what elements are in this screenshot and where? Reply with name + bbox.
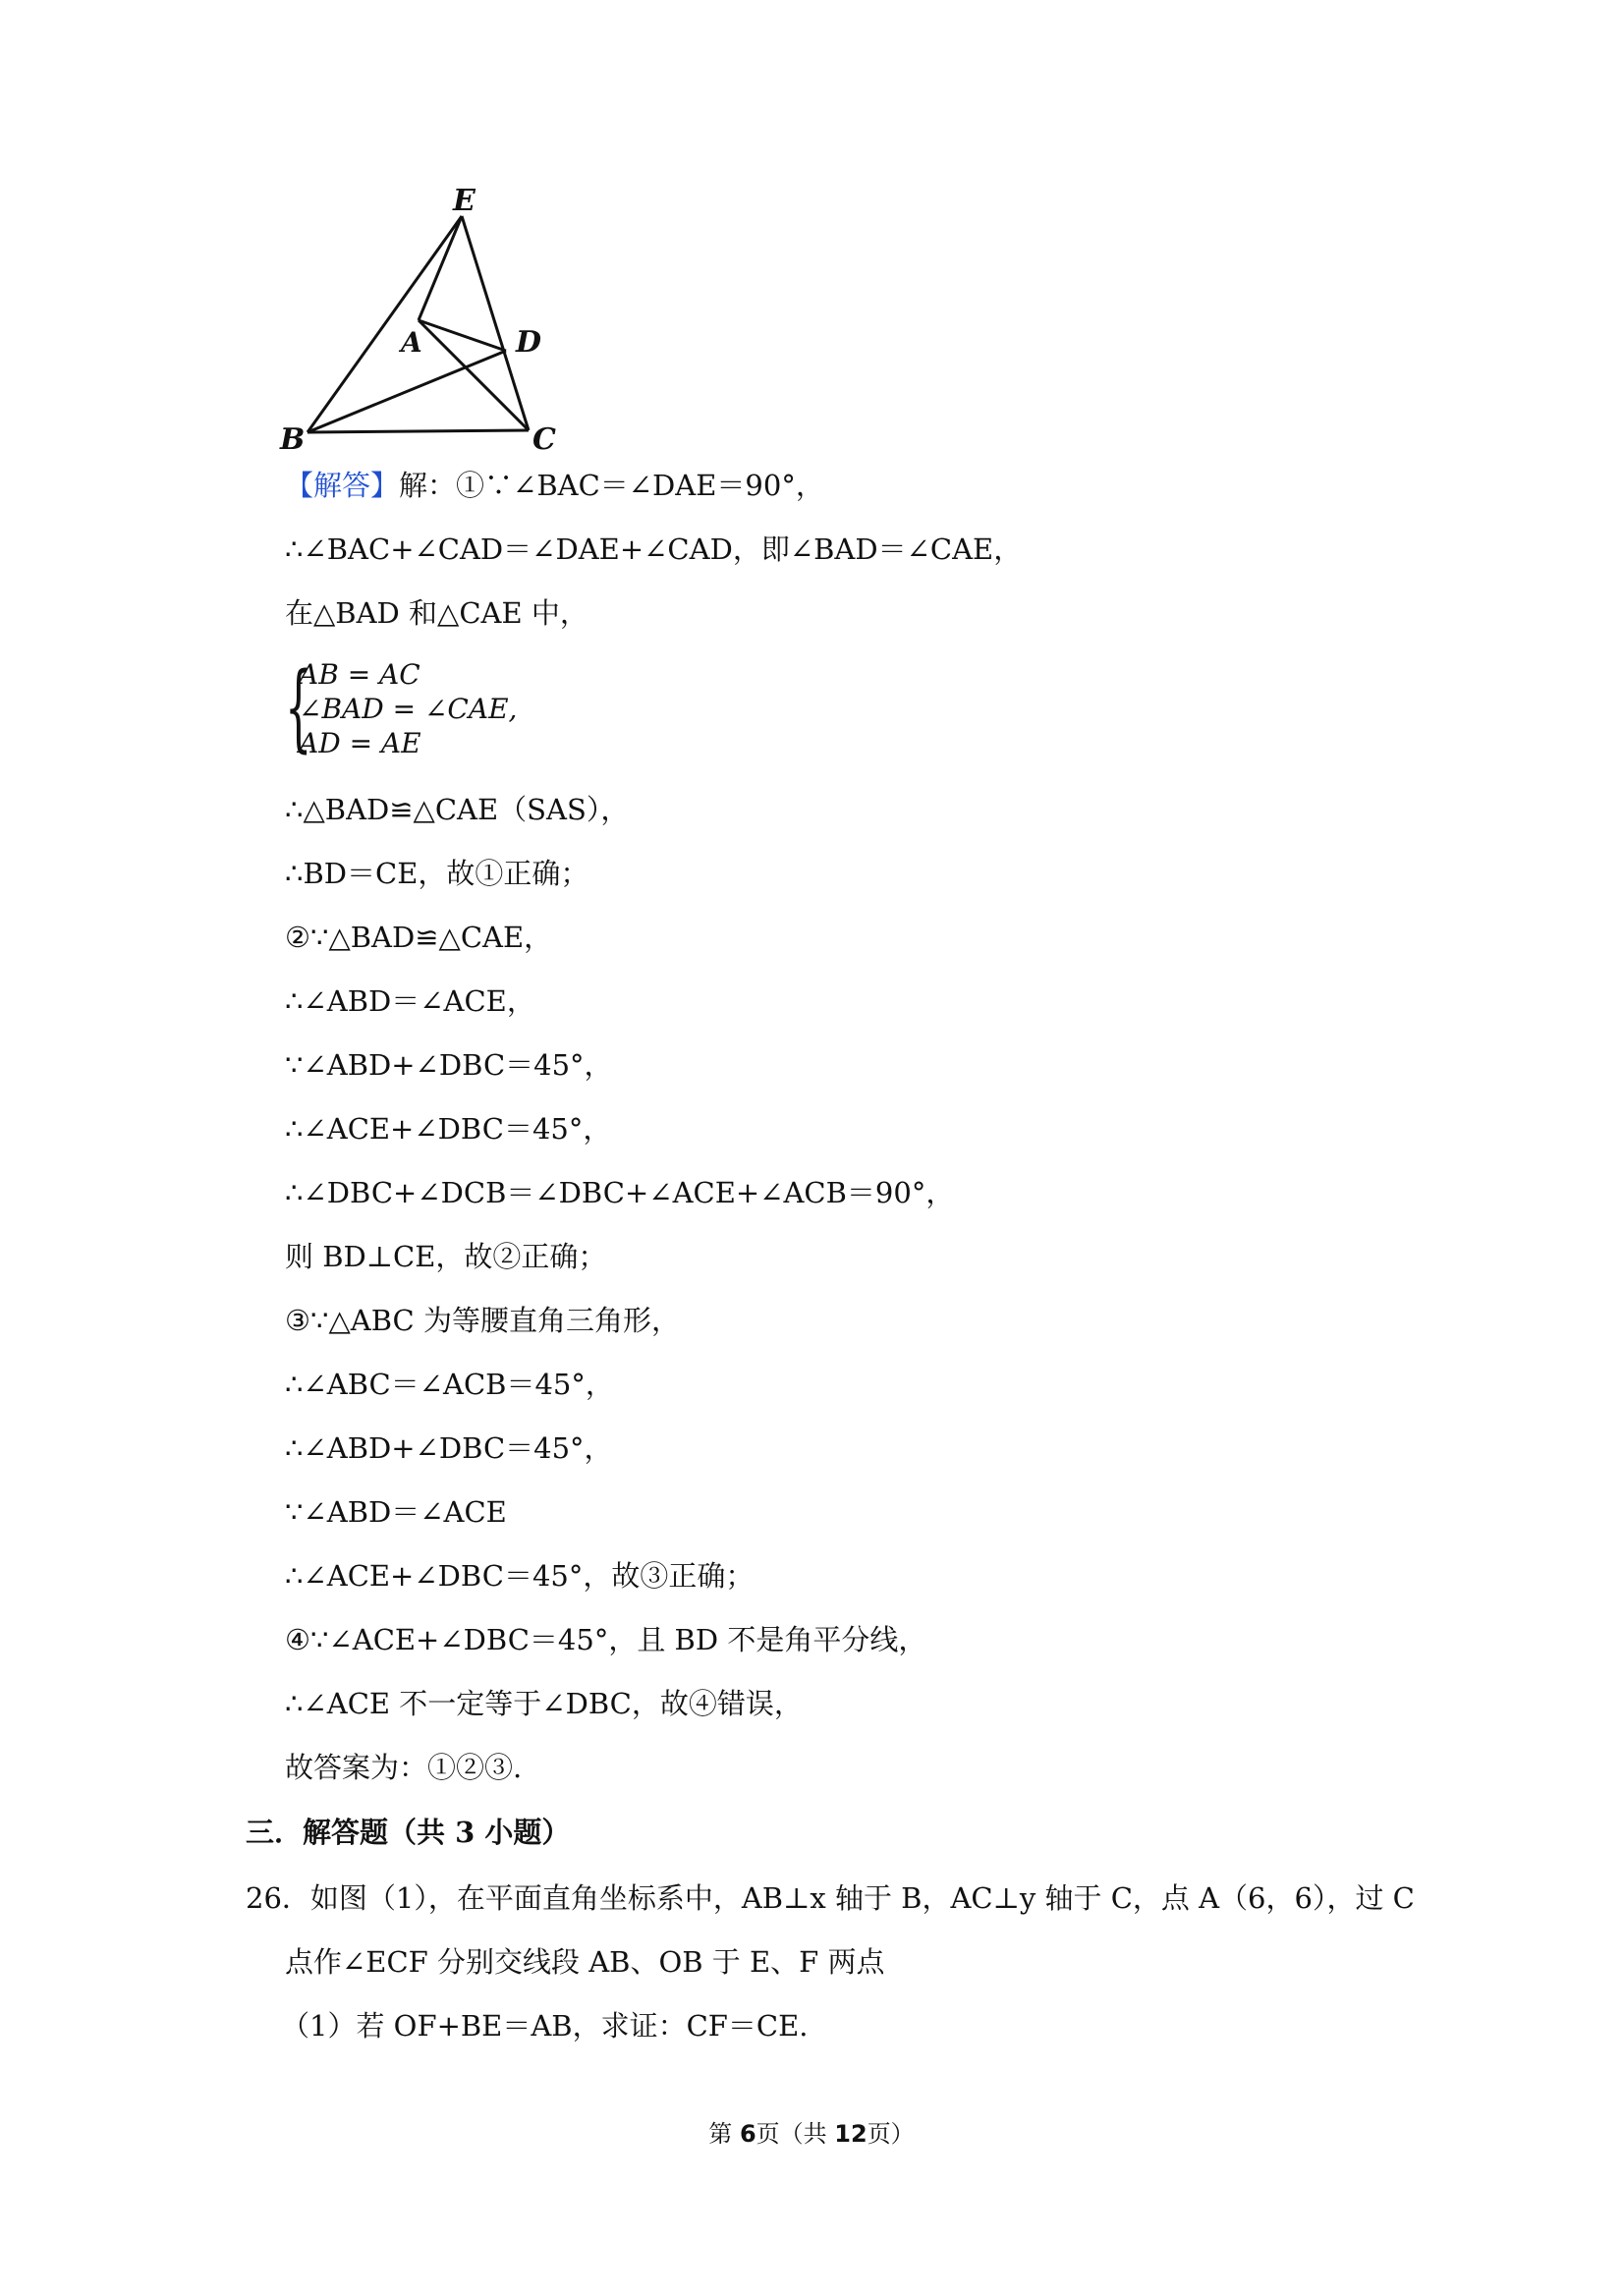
solution-line-12: ③∵△ABC 为等腰直角三角形， <box>285 1304 680 1337</box>
section-title: 三．解答题（共 3 小题） <box>246 1816 571 1849</box>
label-C: C <box>532 422 556 454</box>
equation-system <box>285 652 678 766</box>
label-A: A <box>401 326 422 359</box>
solution-line-7: ∴∠ABD＝∠ACE， <box>285 984 535 1018</box>
answer-tag: 【解答】 <box>285 469 400 502</box>
solution-line-17: ④∵∠ACE+∠DBC＝45°，且 BD 不是角平分线， <box>285 1623 927 1656</box>
left-brace: { <box>285 652 312 762</box>
solution-line-14: ∴∠ABD+∠DBC＝45°， <box>285 1431 613 1465</box>
solution-line-15: ∵∠ABD＝∠ACE <box>285 1495 507 1529</box>
solution-line-2: ∴∠BAC+∠CAD＝∠DAE+∠CAD，即∠BAD＝∠CAE， <box>285 532 1023 566</box>
geometry-figure <box>275 189 580 454</box>
solution-line-13: ∴∠ABC＝∠ACB＝45°， <box>285 1368 614 1401</box>
solution-line-11: 则 BD⊥CE，故②正确； <box>285 1240 607 1273</box>
solution-line-4: ∴△BAD≌△CAE（SAS）， <box>285 793 630 826</box>
label-D: D <box>516 325 542 360</box>
solution-line-16: ∴∠ACE+∠DBC＝45°，故③正确； <box>285 1559 755 1593</box>
label-E: E <box>453 189 476 218</box>
solution-line-19: 故答案为：①②③. <box>285 1751 523 1784</box>
solution-line-6: ②∵△BAD≌△CAE， <box>285 921 553 954</box>
footer-suffix: 页） <box>867 2120 915 2148</box>
problem-26-line-2: 点作∠ECF 分别交线段 AB、OB 于 E、F 两点 <box>285 1945 885 1979</box>
problem-26-part-1: （1）若 OF+BE＝AB，求证：CF＝CE. <box>281 2009 809 2043</box>
edge-BC <box>308 430 529 432</box>
system-row-3: AD = AE <box>299 727 421 759</box>
edge-AD <box>419 320 506 351</box>
page-footer <box>0 2114 1623 2149</box>
problem-26-line-1: 26．如图（1），在平面直角坐标系中，AB⊥x 轴于 B，AC⊥y 轴于 C，点 A（6，6），过 C <box>246 1881 1415 1915</box>
solution-line-8: ∵∠ABD+∠DBC＝45°， <box>285 1048 613 1082</box>
solution-text: 解：①∵∠BAC＝∠DAE＝90°， <box>399 469 824 502</box>
solution-line-5: ∴BD＝CE，故①正确； <box>285 857 589 890</box>
solution-line-18: ∴∠ACE 不一定等于∠DBC，故④错误， <box>285 1687 803 1720</box>
footer-prefix: 第 <box>708 2120 740 2148</box>
solution-line-9: ∴∠ACE+∠DBC＝45°， <box>285 1112 612 1146</box>
system-row-1: AB = AC <box>299 658 420 691</box>
solution-line-1 <box>285 466 824 505</box>
footer-mid: 页（共 <box>756 2120 835 2148</box>
label-B: B <box>280 422 306 454</box>
footer-total-pages: 12 <box>834 2120 867 2148</box>
solution-line-10: ∴∠DBC+∠DCB＝∠DBC+∠ACE+∠ACB＝90°， <box>285 1176 955 1209</box>
footer-page-number: 6 <box>739 2120 756 2148</box>
triangle-diagram <box>275 189 580 454</box>
solution-line-3: 在△BAD 和△CAE 中， <box>285 596 588 630</box>
system-row-2: ∠BAD = ∠CAE, <box>299 693 518 725</box>
